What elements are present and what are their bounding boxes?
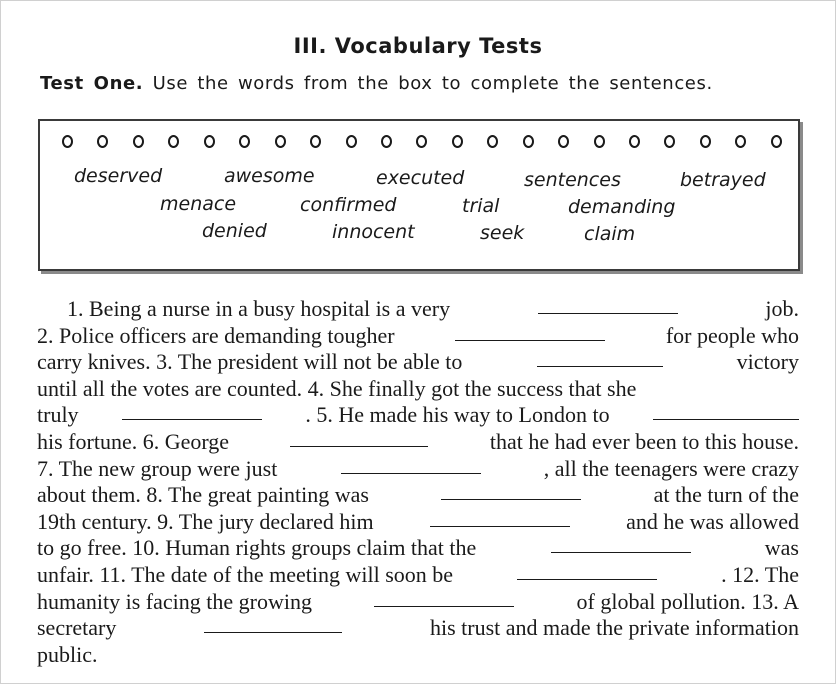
exercise-line: unfair. 11. The date of the meeting will soon be . 12. The	[37, 561, 799, 587]
word-claim: claim	[584, 223, 636, 245]
exercise-text	[37, 296, 799, 668]
ring-icon	[381, 135, 392, 148]
ring-icon	[97, 135, 108, 148]
ring-icon	[594, 135, 605, 148]
exercise-line: secretary his trust and made the private information	[37, 615, 799, 641]
ring-icon	[310, 135, 321, 148]
answer-blank[interactable]	[204, 615, 342, 633]
ring-icon	[629, 135, 640, 148]
exercise-line: 7. The new group were just , all the teenagers were crazy	[37, 455, 799, 481]
exercise-line: until all the votes are counted. 4. She finally got the success that she	[37, 375, 637, 401]
word-denied: denied	[202, 220, 267, 242]
answer-blank[interactable]	[441, 482, 581, 500]
word-deserved: deserved	[74, 165, 163, 187]
ring-icon	[239, 135, 250, 148]
exercise-line: to go free. 10. Human rights groups claim that the was	[37, 535, 799, 561]
ring-icon	[275, 135, 286, 148]
ring-icon	[133, 135, 144, 148]
ring-icon	[735, 135, 746, 148]
word-trial: trial	[462, 195, 500, 217]
ring-icon	[700, 135, 711, 148]
answer-blank[interactable]	[430, 509, 570, 527]
answer-blank[interactable]	[290, 429, 428, 447]
ring-icon	[558, 135, 569, 148]
answer-blank[interactable]	[374, 589, 514, 607]
test-label: Test One.	[40, 73, 144, 94]
exercise-line: truly . 5. He made his way to London to	[37, 402, 799, 429]
answer-blank[interactable]	[341, 456, 481, 474]
answer-blank[interactable]	[537, 349, 663, 367]
word-innocent: innocent	[332, 221, 415, 243]
exercise-line: public.	[37, 641, 98, 667]
ring-icon	[346, 135, 357, 148]
word-box	[38, 119, 800, 271]
ring-icon	[523, 135, 534, 148]
ring-icon	[168, 135, 179, 148]
exercise-line: about them. 8. The great painting was at the turn of the	[37, 482, 799, 508]
test-instruction: Use the words from the box to complete the sentences.	[152, 73, 713, 94]
answer-blank[interactable]	[122, 402, 262, 420]
word-betrayed: betrayed	[680, 169, 766, 191]
ring-icon	[62, 135, 73, 148]
word-confirmed: confirmed	[300, 194, 397, 216]
word-awesome: awesome	[224, 165, 315, 187]
answer-blank[interactable]	[653, 402, 799, 420]
ring-icon	[487, 135, 498, 148]
word-seek: seek	[480, 222, 525, 244]
word-executed: executed	[376, 167, 465, 189]
section-title: III. Vocabulary Tests	[293, 34, 543, 58]
word-demanding: demanding	[568, 196, 676, 218]
exercise-line: humanity is facing the growing of global pollution. 13. A	[37, 588, 799, 614]
exercise-line: 19th century. 9. The jury declared him and he was allowed	[37, 508, 799, 534]
ring-icon	[416, 135, 427, 148]
exercise-line: carry knives. 3. The president will not be able to victory	[37, 349, 799, 375]
exercise-line: 1. Being a nurse in a busy hospital is a very job.	[67, 296, 799, 321]
test-heading	[40, 73, 800, 94]
word-sentences: sentences	[524, 169, 621, 191]
answer-blank[interactable]	[538, 296, 678, 314]
word-menace: menace	[160, 193, 237, 215]
ring-icon	[452, 135, 463, 148]
ring-icon	[771, 135, 782, 148]
answer-blank[interactable]	[455, 323, 605, 341]
answer-blank[interactable]	[551, 535, 691, 553]
exercise-line: 2. Police officers are demanding tougher for people who	[37, 322, 799, 348]
ring-icon	[664, 135, 675, 148]
ring-icon	[204, 135, 215, 148]
exercise-line: his fortune. 6. George that he had ever been to this house.	[37, 428, 799, 454]
binder-rings	[62, 135, 782, 148]
answer-blank[interactable]	[517, 562, 657, 580]
